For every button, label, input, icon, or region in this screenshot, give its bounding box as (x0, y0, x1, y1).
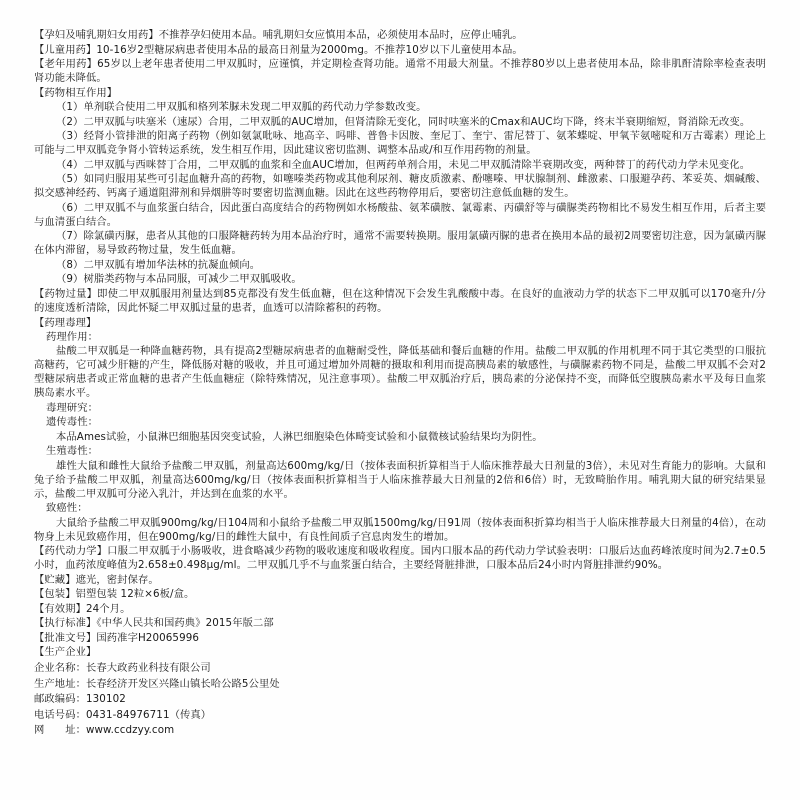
interaction-item-9: （9）树脂类药物与本品同服，可减少二甲双胍吸收。 (56, 273, 302, 285)
postal-code-label: 邮政编码： (34, 693, 86, 705)
production-address-value: 长春经济开发区兴隆山镇长哈公路5公里处 (85, 677, 280, 690)
interaction-item-3: （3）经肾小管排泄的阳离子药物（例如氨氯吡咏、地高辛、吗啡、普鲁卡因胺、奎尼丁、奎宁、雷尼替丁、氨苯蝶啶、甲氧苄氨嘧啶和万古霉素）理论上可能与二甲双胍竞争肾小管转运系统，发生相互作用，因此建议密切监测、调整本品或/和互作用药物的剂量。 (34, 130, 766, 156)
carcinogenicity-heading: 致癌性： (46, 502, 88, 514)
interaction-item-1: （1）单剂联合使用二甲双胍和格列苯脲未发现二甲双胍的药代动力学参数改变。 (56, 101, 427, 113)
telephone-row (34, 708, 766, 724)
pharmacology-heading: 【药理毒理】 (34, 316, 97, 329)
company-name-value: 长春大政药业科技有限公司 (85, 662, 211, 674)
reproductive-toxicity-body: 雄性大鼠和雌性大鼠给予盐酸二甲双胍，剂量高达600mg/kg/日（按体表面积折算相当于人临床推荐最大日剂量的3倍），未见对生育能力的影响。大鼠和兔子给予盐酸二甲双胍，剂量高达600mg/kg/日（按体表面积折算相当于人临床推荐最大日剂量的2倍和6倍）时，无致畸胎作用。哺乳期大鼠的研究结果显示，盐酸二甲双胍可分泌入乳汁，并达到在血浆的水平。 (34, 459, 766, 500)
drug-interactions-heading: 【药物相互作用】 (34, 87, 118, 99)
toxicology-heading: 毒理研究： (46, 401, 98, 414)
approval-number-section: 【批准文号】国药准字H20065996 (34, 631, 200, 644)
telephone-label: 电话号码： (34, 708, 86, 721)
reproductive-toxicity-heading: 生殖毒性： (46, 445, 98, 457)
storage-section: 【贮藏】遮光，密封保存。 (34, 573, 159, 586)
pharmacology-body: 盐酸二甲双胍是一种降血糖药物，具有提高2型糖尿病患者的血糖耐受性，降低基础和餐后血糖的作用。盐酸二甲双胍的作用机理不同于其它类型的口服抗高糖药，它可减少肝糖的产生，降低肠对糖的吸收，并且可通过增加外周糖的摄取和利用而提高胰岛素的敏感性，与磺脲素药物不同是，盐酸二甲双胍不会对2型糖尿病患者或正常血糖的患者产生低血糖症（除特殊情况，见注意事项）。盐酸二甲双胍治疗后，胰岛素的分泌保持不变，而降低空腹胰岛素水平及每日血浆胰岛素水平。 (34, 345, 766, 399)
standard-section: 【执行标准】《中华人民共和国药典》2015年版二部 (34, 617, 274, 629)
packaging-section: 【包装】铝塑包装 12粒×6板/盒。 (34, 588, 195, 600)
genotoxicity-heading: 遗传毒性： (46, 416, 98, 428)
pregnancy-lactation-section: 【孕妇及哺乳期妇女用药】不推荐孕妇使用本品。哺乳期妇女应慎用本品，必须使用本品时，应停止哺乳。 (34, 29, 523, 41)
production-address-row (34, 677, 766, 693)
production-address-label: 生产地址： (34, 677, 86, 690)
manufacturer-heading: 【生产企业】 (34, 646, 97, 658)
interaction-item-8: （8）二甲双胍有增加华法林的抗凝血倾向。 (56, 258, 261, 271)
website-label: 网 址： (34, 724, 86, 736)
overdose-section: 【药物过量】即使二甲双胍服用剂量达到85克都没有发生低血糖，但在这种情况下会发生乳酸酸中毒。在良好的血液动力学的状态下二甲双胍可以170毫升/分的速度透析清除，因此怀疑二甲双胍过量的患者，血透可以清除蓄积的药物。 (34, 287, 766, 314)
website-row (34, 723, 766, 739)
manufacturer-details (34, 661, 766, 739)
website-value: www.ccdzyy.com (85, 724, 175, 736)
shelf-life-section: 【有效期】24个月。 (34, 602, 131, 615)
company-name-label: 企业名称： (34, 662, 86, 674)
postal-code-row (34, 692, 766, 708)
pediatric-section: 【儿童用药】10-16岁2型糖尿病患者使用本品的最高日剂量为2000mg。不推荐10岁以下儿童使用本品。 (34, 43, 523, 56)
drug-insert-body (34, 28, 766, 739)
pharmacokinetics-section: 【药代动力学】口服二甲双胍于小肠吸收，进食略减少药物的吸收速度和吸收程度。国内口服本品的药代动力学试验表明：口服后达血药峰浓度时间为2.7±0.5小时，血药浓度峰值为2.658±0.498μg/ml。二甲双胍几乎不与血浆蛋白结合，主要经肾脏排泄，口服本品后24小时内肾脏排泄约90%。 (34, 545, 766, 571)
pharmacology-subheading: 药理作用： (46, 330, 98, 343)
carcinogenicity-body: 大鼠给予盐酸二甲双胍900mg/kg/日104周和小鼠给予盐酸二甲双胍1500mg/kg/日91周（按体表面积折算均相当于人临床推荐最大日剂量的4倍），在动物身上未见致癌作用，但在900mg/kg/日的雌性大鼠中，有良性间质子宫息肉发生的增加。 (34, 516, 766, 543)
postal-code-value: 130102 (85, 693, 126, 705)
geriatric-section: 【老年用药】65岁以上老年患者使用二甲双胍时，应谨慎，并定期检查肾功能。通常不用最大剂量。不推荐80岁以上患者使用本品，除非肌酐清除率检查表明肾功能未降低。 (34, 58, 766, 84)
interaction-item-2: （2）二甲双胍与呋塞米（速尿）合用，二甲双胍的AUC增加，但肾清除无变化，同时呋塞米的Cmax和AUC均下降，终末半衰期缩短，肾消除无改变。 (56, 115, 751, 128)
interaction-item-7: （7）除氯磺丙脲，患者从其他的口服降糖药转为用本品治疗时，通常不需要转换期。服用氯磺丙脲的患者在换用本品的最初2周要密切注意，因为氯磺丙脲在体内滞留，易导致药物过量，发生低血糖。 (34, 230, 766, 256)
interaction-item-6: （6）二甲双胍不与血浆蛋白结合，因此蛋白高度结合的药物例如水杨酸盐、氨苯磺胺、氯霉素、丙磺舒等与磺脲类药物相比不易发生相互作用，后者主要与血清蛋白结合。 (34, 201, 766, 228)
telephone-value: 0431-84976711（传真） (85, 708, 212, 721)
company-name-row (34, 661, 766, 677)
interaction-item-5: （5）如同归服用某些可引起血糖升高的药物，如噻嗪类药物或其他利尿剂、糖皮质激素、酚噻嗪、甲状腺制剂、雌激素、口服避孕药、苯妥英、烟碱酸、拟交感神经药、钙离子通道阻滞剂和异烟肼等时要密切监测血糖。因此在这些药物停用后，要密切注意低血糖的发生。 (34, 173, 766, 199)
interaction-item-4: （4）二甲双胍与西咪替丁合用，二甲双胍的血浆和全血AUC增加，但两药单剂合用，未见二甲双胍清除半衰期改变，两种替丁的药代动力学未见变化。 (56, 158, 751, 171)
genotoxicity-body: 本品Ames试验，小鼠淋巴细胞基因突变试验，人淋巴细胞染色体畸变试验和小鼠微核试验结果均为阴性。 (56, 430, 543, 443)
